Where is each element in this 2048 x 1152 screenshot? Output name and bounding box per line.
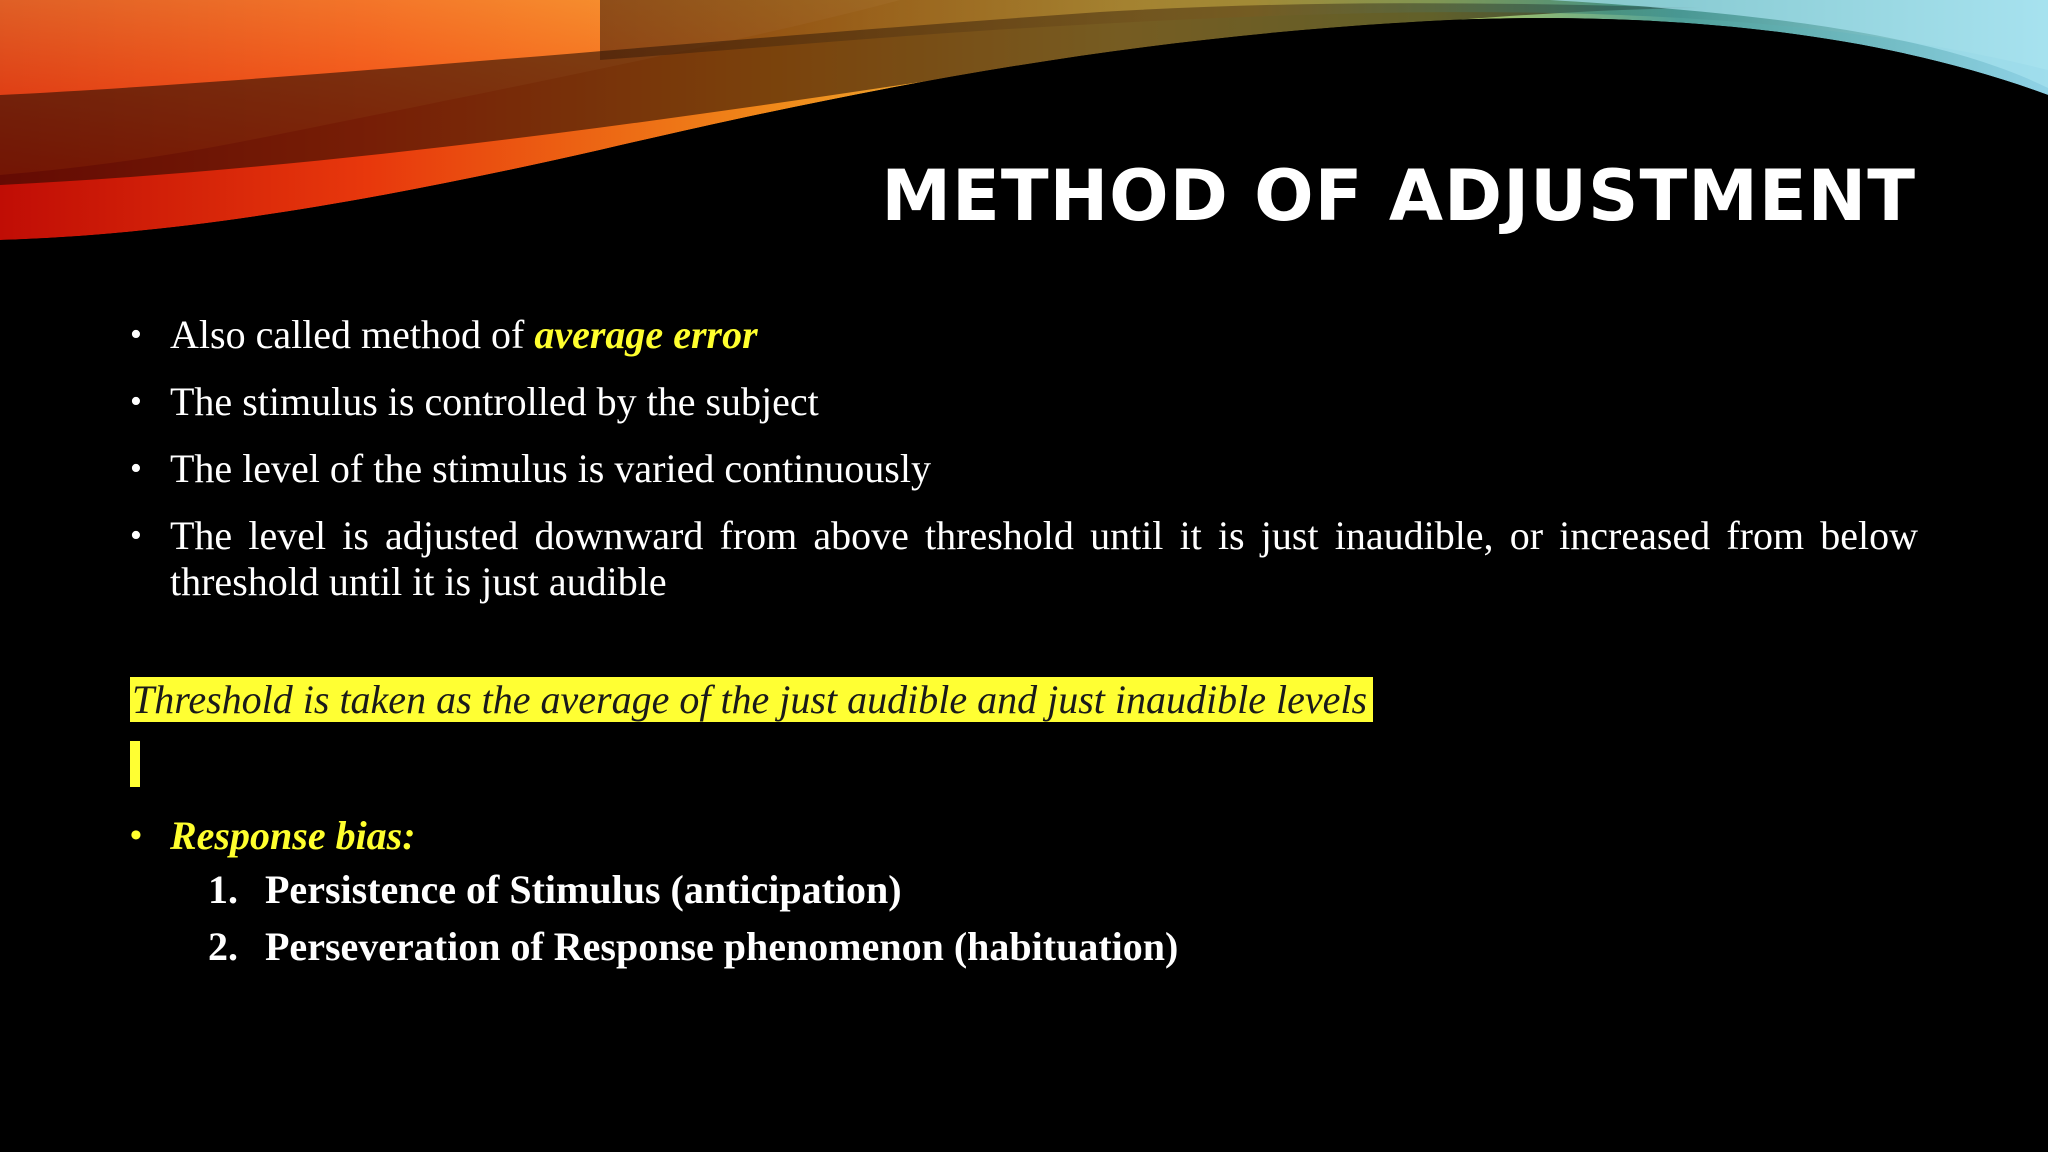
slide-body [130,312,1918,981]
emphasis-text: average error [534,312,758,357]
bullet-text: The level is adjusted downward from above threshold until it is just inaudible, or increased from below threshold until it is just audible [170,513,1918,604]
bullet-item [130,446,1918,492]
item-text: Perseveration of Response phenomenon (habituation) [265,924,1179,969]
bullet-text: The stimulus is controlled by the subject [170,379,819,424]
response-bias-item [130,924,1918,970]
response-bias-section [130,813,1918,970]
response-bias-heading: • Response bias: [130,813,1918,859]
bullet-item [130,312,1918,358]
bullet-text: The level of the stimulus is varied continuously [170,446,931,491]
response-bias-item [130,867,1918,913]
bullet-list [130,312,1918,605]
bullet-item [130,379,1918,425]
highlight-text: Threshold is taken as the average of the just audible and just inaudible levels [130,677,1373,722]
item-number: 2. [208,924,238,969]
item-number: 1. [208,867,238,912]
bullet-item [130,513,1918,605]
slide-title: METHOD OF ADJUSTMENT [881,155,1916,237]
item-text: Persistence of Stimulus (anticipation) [265,867,902,912]
highlighted-statement [130,677,1918,723]
highlight-marker [130,741,140,787]
bullet-text: Also called method of [170,312,535,357]
response-bias-list [130,867,1918,970]
